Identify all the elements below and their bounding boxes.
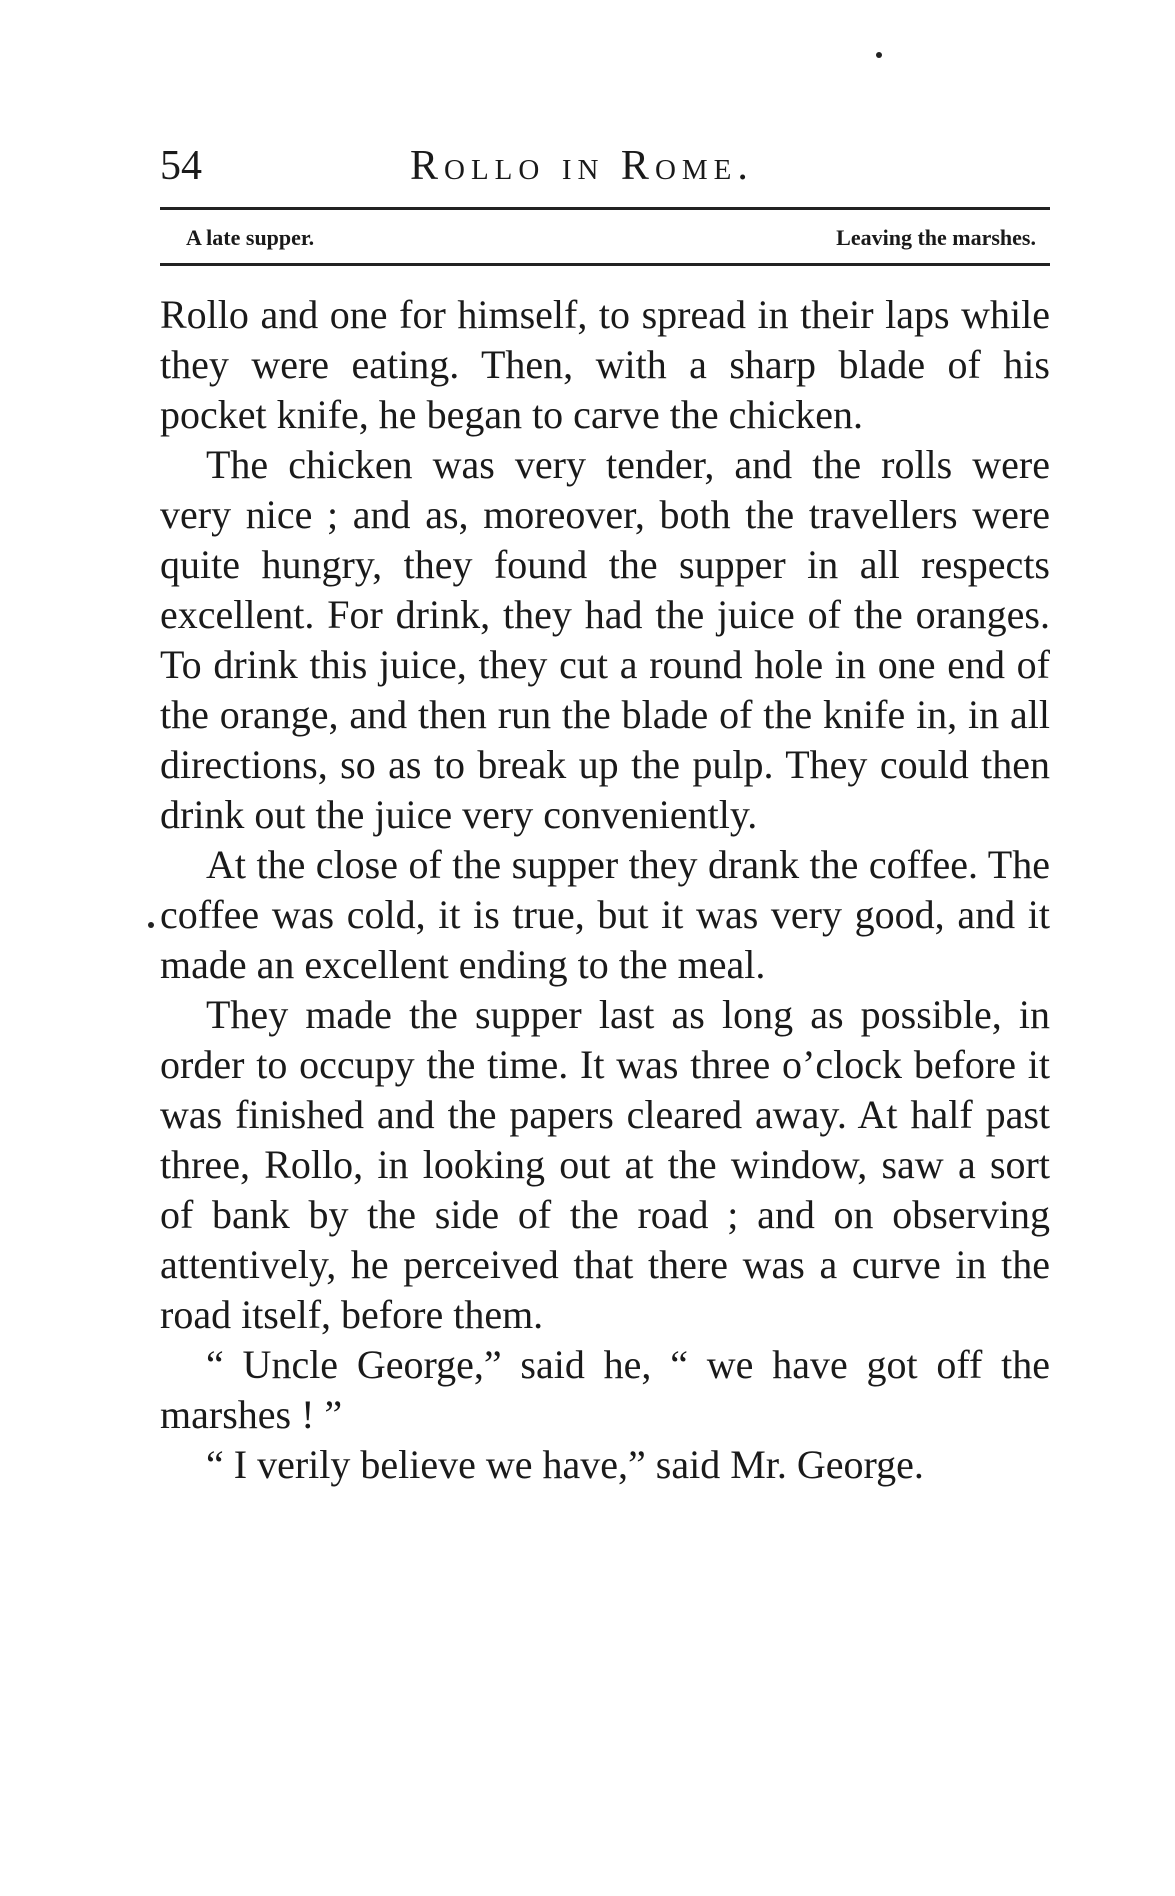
- paragraph: Rollo and one for himself, to spread in their laps while they were eating. Then, with a sharp blade of his pocket knife, he began to carve the chicken.: [160, 292, 1050, 437]
- header-rule-top: [160, 207, 1050, 210]
- subhead-right: Leaving the marshes.: [836, 225, 1036, 250]
- header-rule-bottom: [160, 263, 1050, 266]
- paragraph: They made the supper last as long as possible, in order to occupy the time. It was three o’clock before it was finished and the papers cleared away. At half past three, Rollo, in looking out at the window, saw a sort of bank by the side of the road ; and on observing attentively, he perceived that there was a curve in the road itself, before them.: [160, 992, 1050, 1337]
- running-title: Rollo in Rome.: [410, 143, 754, 189]
- paragraph: “ Uncle George,” said he, “ we have got off the marshes ! ”: [160, 1342, 1050, 1437]
- page-header: [160, 136, 1050, 196]
- ink-speck: [148, 922, 154, 928]
- page-number: 54: [160, 143, 202, 189]
- body-text: [160, 290, 1050, 1490]
- subhead-left: A late supper.: [186, 225, 315, 250]
- paragraph: The chicken was very tender, and the rolls were very nice ; and as, moreover, both the travellers were quite hungry, they found the supper in all respects excellent. For drink, they had the juice of the oranges. To drink this juice, they cut a round hole in one end of the orange, and then run the blade of the knife in, in all directions, so as to break up the pulp. They could then drink out the juice very conveniently.: [160, 442, 1050, 837]
- ink-speck: [876, 52, 882, 58]
- paragraph: “ I verily believe we have,” said Mr. George.: [206, 1442, 924, 1487]
- subheads: [186, 218, 1036, 258]
- paragraph: At the close of the supper they drank the coffee. The coffee was cold, it is true, but it was very good, and it made an excellent ending to the meal.: [160, 842, 1050, 987]
